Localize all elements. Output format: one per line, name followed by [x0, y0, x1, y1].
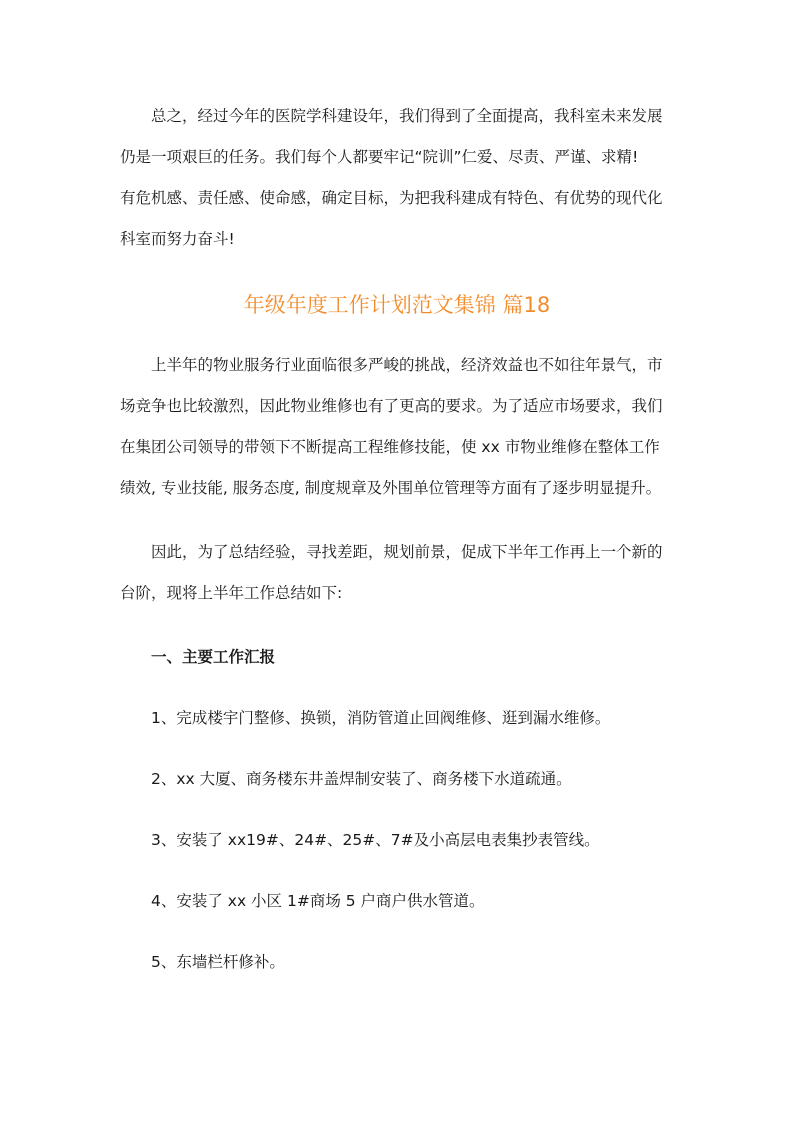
paragraph-summary-intro — [120, 532, 676, 614]
section-heading: 一、主要工作汇报 — [151, 648, 276, 666]
intro-line: 总之，经过今年的医院学科建设年，我们得到了全面提高，我科室未来发展 — [151, 107, 663, 125]
work-item: 1、完成楼宇门整修、换锁，消防管道止回阀维修、逛到漏水维修。 — [151, 709, 611, 727]
paragraph-first-half-year — [120, 345, 676, 509]
intro-line: 科室而努力奋斗! — [120, 230, 235, 248]
intro-paragraph — [120, 96, 676, 260]
paragraph-line: 上半年的物业服务行业面临很多严峻的挑战，经济效益也不如往年景气，市 — [151, 356, 663, 374]
work-item: 3、安装了 xx19#、24#、25#、7#及小高层电表集抄表管线。 — [151, 831, 600, 849]
intro-line: 有危机感、责任感、使命感，确定目标，为把我科建成有特色、有优势的现代化 — [120, 189, 663, 207]
work-item: 4、安装了 xx 小区 1#商场 5 户商户供水管道。 — [151, 892, 485, 910]
paragraph-line: 场竞争也比较激烈，因此物业维修也有了更高的要求。为了适应市场要求，我们 — [120, 397, 663, 415]
paragraph-line: 台阶，现将上半年工作总结如下: — [120, 584, 343, 602]
work-item: 2、xx 大厦、商务楼东井盖焊制安装了、商务楼下水道疏通。 — [151, 770, 572, 788]
article-title: 年级年度工作计划范文集锦 篇18 — [243, 293, 551, 317]
intro-line: 仍是一项艰巨的任务。我们每个人都要牢记“院训”仁爱、尽责、严谨、求精! — [120, 148, 639, 166]
paragraph-line: 绩效, 专业技能, 服务态度, 制度规章及外围单位管理等方面有了逐步明显提升。 — [120, 479, 662, 497]
paragraph-line: 在集团公司领导的带领下不断提高工程维修技能，使 xx 市物业维修在整体工作 — [120, 438, 660, 456]
work-item: 5、东墙栏杆修补。 — [151, 953, 285, 971]
paragraph-line: 因此，为了总结经验，寻找差距，规划前景，促成下半年工作再上一个新的 — [151, 543, 663, 561]
